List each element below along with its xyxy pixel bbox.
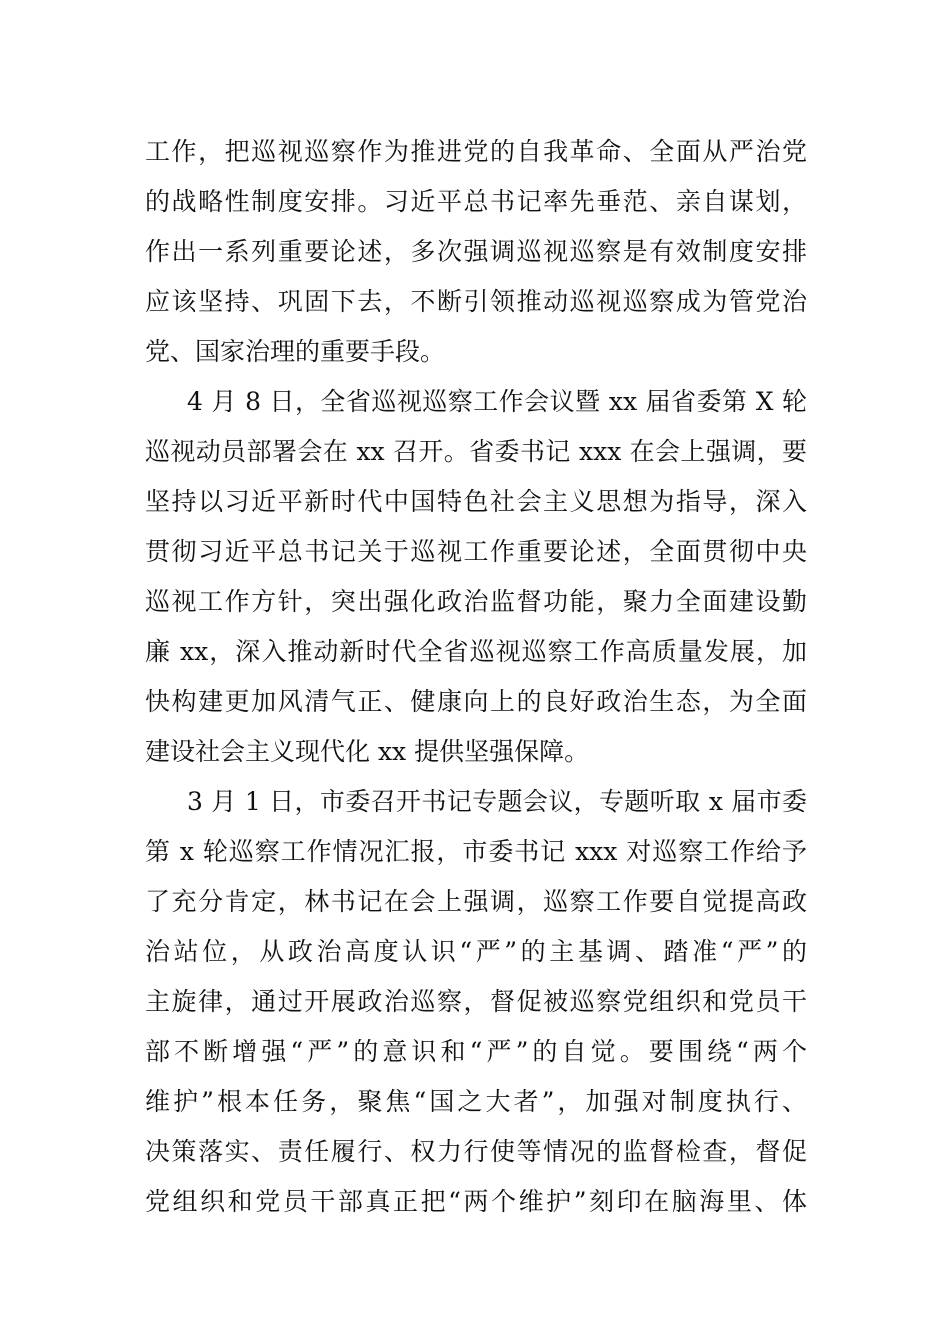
text-line: 坚持以习近平新时代中国特色社会主义思想为指导，深入 — [145, 487, 807, 516]
text-line: 建设社会主义现代化 xx 提供坚强保障。 — [145, 737, 590, 766]
text-line: 主旋律，通过开展政治巡察，督促被巡察党组织和党员干 — [145, 987, 807, 1016]
text-line: 作出一系列重要论述，多次强调巡视巡察是有效制度安排 — [145, 237, 807, 266]
text-line: 巡视动员部署会在 xx 召开。省委书记 xxx 在会上强调，要 — [145, 437, 807, 466]
paragraph — [145, 127, 807, 377]
text-line: 第 x 轮巡察工作情况汇报，市委书记 xxx 对巡察工作给予 — [145, 837, 807, 866]
text-line: 决策落实、责任履行、权力行使等情况的监督检查，督促 — [145, 1137, 807, 1166]
paragraph — [145, 377, 807, 777]
text-line: 部不断增强“严”的意识和“严”的自觉。要围绕“两个 — [145, 1037, 807, 1066]
text-line: 治站位，从政治高度认识“严”的主基调、踏准“严”的 — [145, 937, 807, 966]
text-line: 巡视工作方针，突出强化政治监督功能，聚力全面建设勤 — [145, 587, 807, 616]
text-line: 的战略性制度安排。习近平总书记率先垂范、亲自谋划， — [145, 187, 807, 216]
text-line: 了充分肯定，林书记在会上强调，巡察工作要自觉提高政 — [145, 887, 807, 916]
text-line: 党、国家治理的重要手段。 — [145, 337, 446, 366]
text-line: 贯彻习近平总书记关于巡视工作重要论述，全面贯彻中央 — [145, 537, 807, 566]
text-line: 4 月 8 日，全省巡视巡察工作会议暨 xx 届省委第 X 轮 — [187, 387, 807, 416]
document-body — [145, 127, 807, 1227]
text-line: 工作，把巡视巡察作为推进党的自我革命、全面从严治党 — [145, 137, 807, 166]
text-line: 廉 xx，深入推动新时代全省巡视巡察工作高质量发展，加 — [145, 637, 807, 666]
text-line: 党组织和党员干部真正把“两个维护”刻印在脑海里、体 — [145, 1187, 807, 1216]
text-line: 3 月 1 日，市委召开书记专题会议，专题听取 x 届市委 — [187, 787, 807, 816]
text-line: 维护”根本任务，聚焦“国之大者”，加强对制度执行、 — [145, 1087, 807, 1116]
paragraph — [145, 777, 807, 1227]
text-line: 应该坚持、巩固下去，不断引领推动巡视巡察成为管党治 — [145, 287, 807, 316]
text-line: 快构建更加风清气正、健康向上的良好政治生态，为全面 — [145, 687, 807, 716]
